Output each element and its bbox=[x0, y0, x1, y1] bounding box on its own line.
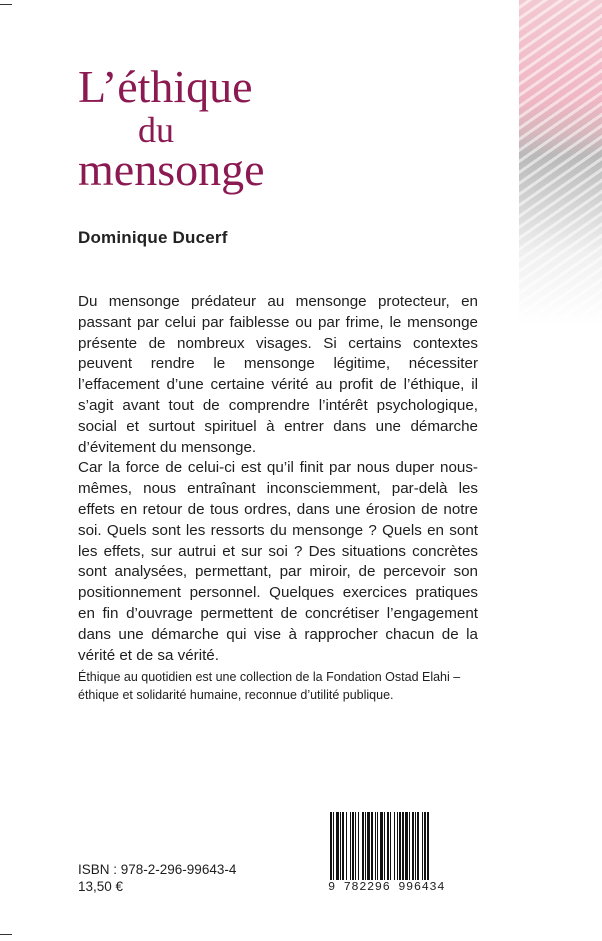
author-name: Dominique Ducerf bbox=[78, 228, 228, 247]
isbn-number: ISBN : 978-2-296-99643-4 bbox=[78, 862, 237, 877]
barcode-bar bbox=[350, 812, 351, 880]
title-line-1: L’éthique bbox=[78, 61, 253, 112]
barcode-bar bbox=[384, 812, 385, 880]
barcode-bar bbox=[397, 812, 398, 880]
title-line-2: du bbox=[138, 110, 174, 150]
crop-mark-bottom-left bbox=[0, 934, 12, 935]
barcode-bar bbox=[390, 812, 391, 880]
barcode-bar bbox=[375, 812, 376, 880]
crop-mark-top-left bbox=[0, 4, 12, 5]
barcode-bar bbox=[380, 812, 383, 880]
barcode-bar bbox=[394, 812, 395, 880]
blurb-paragraph-1: Du mensonge prédateur au mensonge protecteur, en passant par celui par faiblesse ou par frime, le mensonge présente de nombreux visages. Si certains contextes peuvent rendre le mensonge légitime, nécessiter l’effacement d’une certaine vérité au profit de l’éthique, il s’agit avant tout de comprendre l’intérêt psychologique, social et surtout spirituel à entrer dans une démarche d’évitement du mensonge. bbox=[78, 293, 478, 456]
title-line-3: mensonge bbox=[78, 144, 265, 195]
barcode-bar bbox=[377, 812, 378, 880]
barcode-bar bbox=[417, 812, 419, 880]
barcode-bar bbox=[412, 812, 414, 880]
barcode-bar bbox=[330, 812, 332, 880]
barcode-bar bbox=[340, 812, 341, 880]
barcode-bar bbox=[409, 812, 410, 880]
cover-decoration bbox=[519, 0, 602, 325]
barcode-bar bbox=[427, 812, 429, 880]
back-cover-blurb bbox=[78, 292, 478, 666]
barcode-bar bbox=[424, 812, 426, 880]
book-title bbox=[78, 61, 265, 195]
barcode-bar bbox=[415, 812, 416, 880]
barcode-bar bbox=[362, 812, 364, 880]
barcode-bar bbox=[422, 812, 423, 880]
barcode-bar bbox=[399, 812, 401, 880]
isbn-block bbox=[78, 861, 236, 895]
price: 13,50 € bbox=[78, 879, 124, 894]
barcode-bar bbox=[367, 812, 370, 880]
barcode-bar bbox=[387, 812, 389, 880]
barcode-digits: 9 782296 996434 bbox=[328, 880, 473, 894]
barcode-bar bbox=[405, 812, 408, 880]
barcode-bar bbox=[352, 812, 354, 880]
barcode-bar bbox=[346, 812, 347, 880]
barcode-bar bbox=[336, 812, 339, 880]
barcode-bar bbox=[355, 812, 356, 880]
barcode-bar bbox=[342, 812, 344, 880]
barcode-bar bbox=[333, 812, 334, 880]
barcode-bar bbox=[365, 812, 366, 880]
collection-note: Éthique au quotidien est une collection de la Fondation Ostad Elahi – éthique et solidarité humaine, reconnue d’utilité publique. bbox=[78, 670, 461, 702]
blurb-paragraph-2: Car la force de celui-ci est qu’il finit par nous duper nous-mêmes, nous entraînant inconsciemment, par-delà les effets en retour de tous ordres, dans une érosion de notre soi. Quels sont les ressorts du mensonge ? Quels en sont les effets, sur autrui et sur soi ? Des situations concrètes sont analysées, permettant, par miroir, de percevoir son positionnement personnel. Quelques exercices pratiques en fin d’ouvrage permettent de concrétiser l’engagement dans une démarche qui vise à rapprocher chacun de la vérité et de sa vérité. bbox=[78, 459, 478, 664]
barcode-bar bbox=[358, 812, 359, 880]
barcode-bar bbox=[402, 812, 404, 880]
barcode-bar bbox=[371, 812, 373, 880]
